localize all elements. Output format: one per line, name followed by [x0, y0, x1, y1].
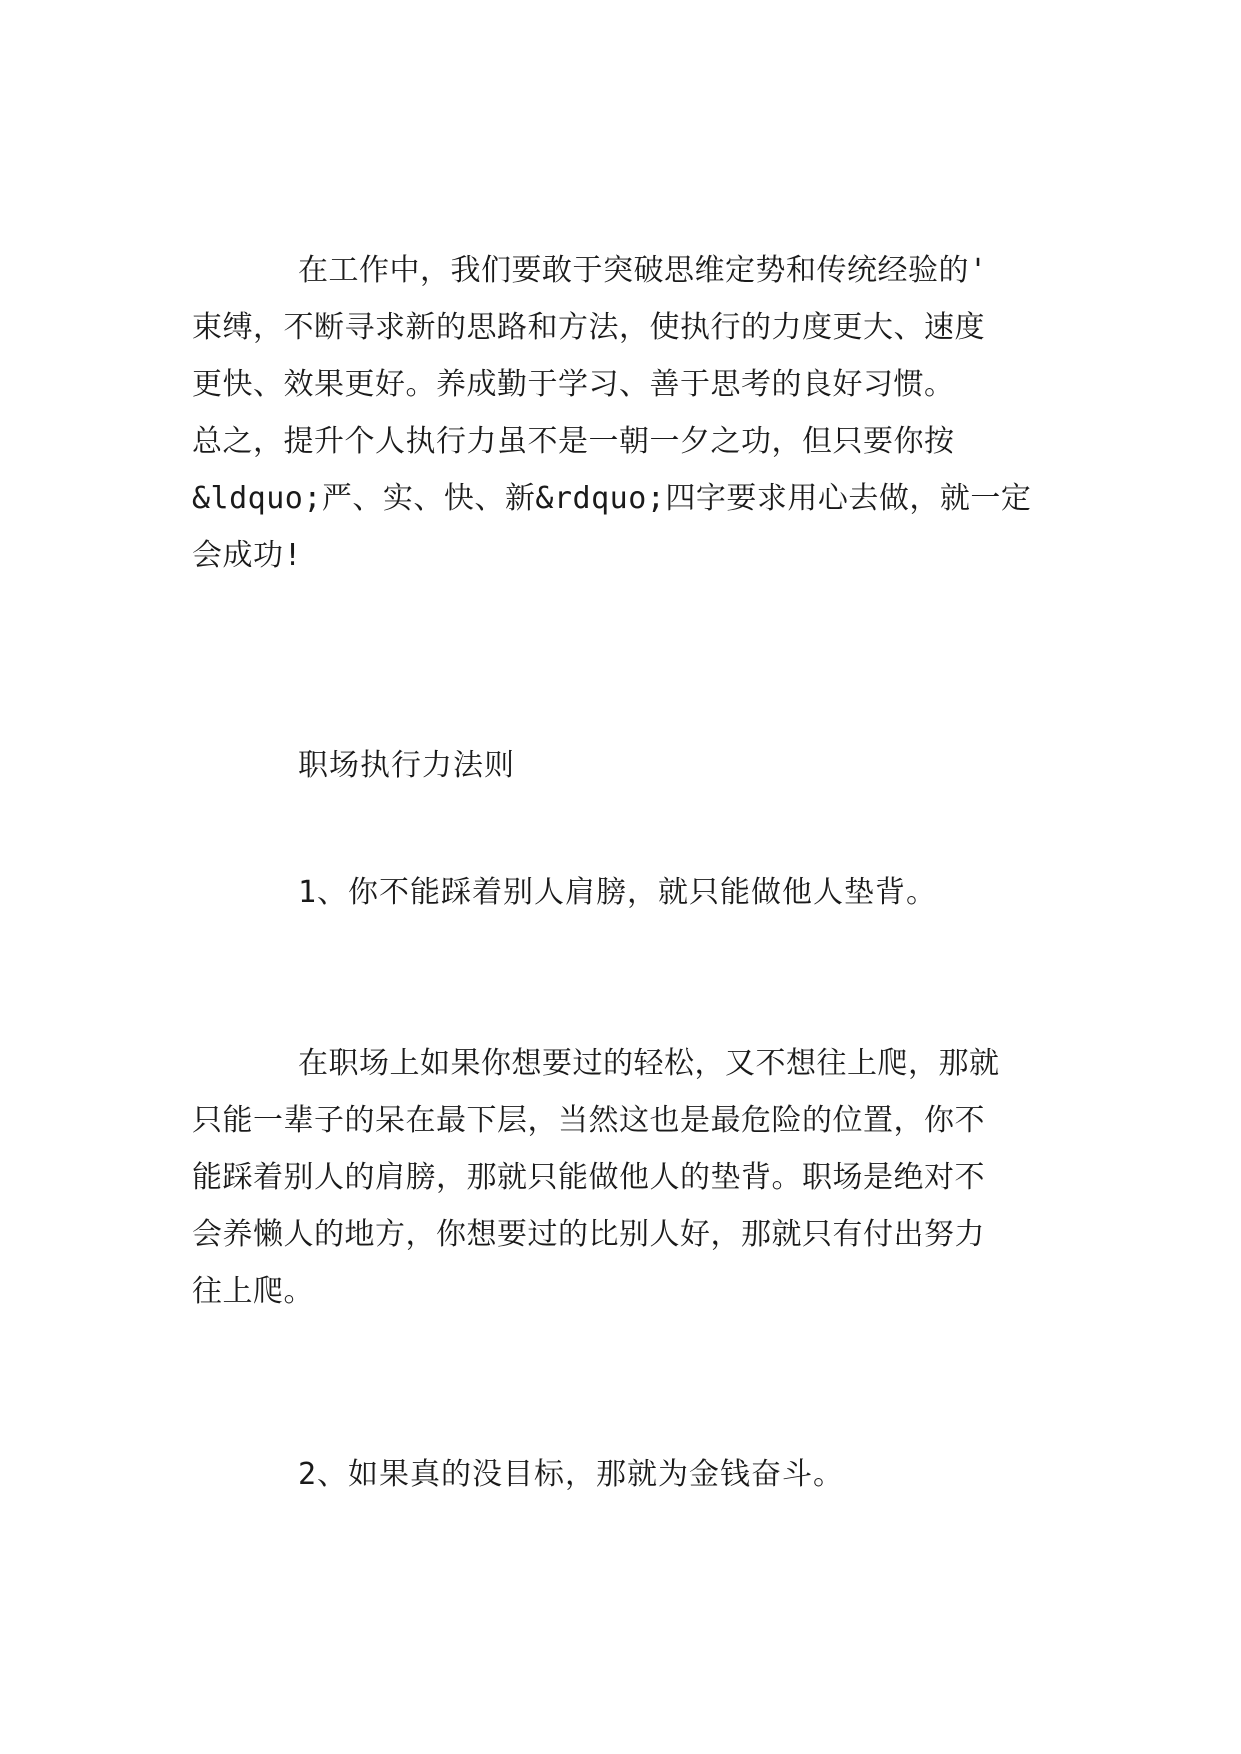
paragraph-line: 会成功! — [192, 538, 303, 573]
paragraph-execution-summary — [192, 242, 1060, 584]
section-title: 职场执行力法则 — [298, 748, 515, 783]
paragraph-workplace-advice — [192, 1035, 1060, 1320]
paragraph-line: 更快、效果更好。养成勤于学习、善于思考的良好习惯。 — [192, 367, 955, 402]
paragraph-line: 在工作中，我们要敢于突破思维定势和传统经验的' — [298, 253, 988, 288]
paragraph-line: &ldquo;严、实、快、新&rdquo;四字要求用心去做，就一定 — [192, 481, 1032, 516]
paragraph-line: 会养懒人的地方，你想要过的比别人好，那就只有付出努力 — [192, 1217, 985, 1252]
paragraph-line: 只能一辈子的呆在最下层，当然这也是最危险的位置，你不 — [192, 1103, 985, 1138]
paragraph-line: 能踩着别人的肩膀，那就只能做他人的垫背。职场是绝对不 — [192, 1160, 985, 1195]
list-item-1: 1、你不能踩着别人肩膀，就只能做他人垫背。 — [298, 875, 938, 910]
paragraph-line: 往上爬。 — [192, 1274, 314, 1309]
paragraph-line: 在职场上如果你想要过的轻松，又不想往上爬，那就 — [298, 1046, 1000, 1081]
list-item-2: 2、如果真的没目标，那就为金钱奋斗。 — [298, 1457, 845, 1492]
paragraph-line: 束缚，不断寻求新的思路和方法，使执行的力度更大、速度 — [192, 310, 985, 345]
paragraph-line: 总之，提升个人执行力虽不是一朝一夕之功，但只要你按 — [192, 424, 955, 459]
